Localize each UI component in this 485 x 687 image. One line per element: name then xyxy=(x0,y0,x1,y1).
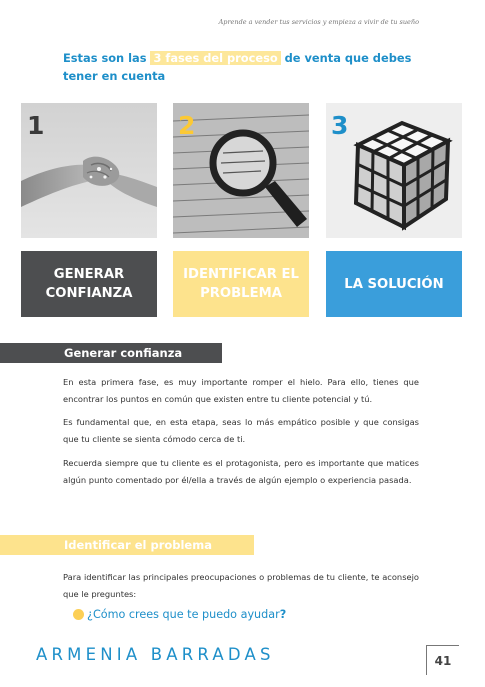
question-mark: ? xyxy=(279,608,287,621)
phase-1-number: 1 xyxy=(27,111,45,140)
brand-logo: ARMENIA BARRADAS xyxy=(36,645,275,664)
question-bullet xyxy=(73,608,286,621)
headline-highlight: 3 fases del proceso xyxy=(150,51,280,65)
section-2-title: Identificar el problema xyxy=(64,538,212,552)
question-text: ¿Cómo crees que te puedo ayudar xyxy=(87,608,280,621)
section-2-paragraph: Para identificar las principales preocupaciones o problemas de tu cliente, te aconsejo que le preguntes: xyxy=(63,572,419,599)
phase-3-box xyxy=(326,251,462,317)
phase-3-number: 3 xyxy=(331,111,349,140)
phase-1-box xyxy=(21,251,157,317)
phase-2-label: IDENTIFICAR EL PROBLEMA xyxy=(183,267,299,301)
phase-2-box xyxy=(173,251,309,317)
headline-text-end: de venta que debes tener en cuenta xyxy=(63,51,412,83)
phase-3-label: LA SOLUCIÓN xyxy=(344,276,444,292)
phase-1-label: GENERAR CONFIANZA xyxy=(45,267,133,301)
phase-2-number: 2 xyxy=(178,111,196,140)
section-1-title: Generar confianza xyxy=(64,346,183,360)
page-headline xyxy=(63,49,423,85)
section-1-paragraph-3: Recuerda siempre que tu cliente es el protagonista, pero es importante que matices algún punto comentado por él/ella a través de algún ejemplo o experiencia pasada. xyxy=(63,458,419,485)
page-number: 41 xyxy=(426,645,459,675)
section-generar-confianza-heading xyxy=(0,343,222,363)
section-1-paragraph-2: Es fundamental que, en esta etapa, seas lo más empático posible y que consigas que tu cliente se sienta cómodo cerca de ti. xyxy=(63,417,419,444)
header-tagline: Aprende a vender tus servicios y empieza a vivir de tu sueño xyxy=(218,18,419,26)
section-1-paragraph-1: En esta primera fase, es muy importante romper el hielo. Para ello, tienes que encontrar los puntos en común que existen entre tu cliente potencial y tú. xyxy=(63,377,419,404)
headline-text-start: Estas son las xyxy=(63,51,147,65)
section-identificar-problema-heading xyxy=(0,535,254,555)
bullet-dot-icon xyxy=(73,609,84,620)
